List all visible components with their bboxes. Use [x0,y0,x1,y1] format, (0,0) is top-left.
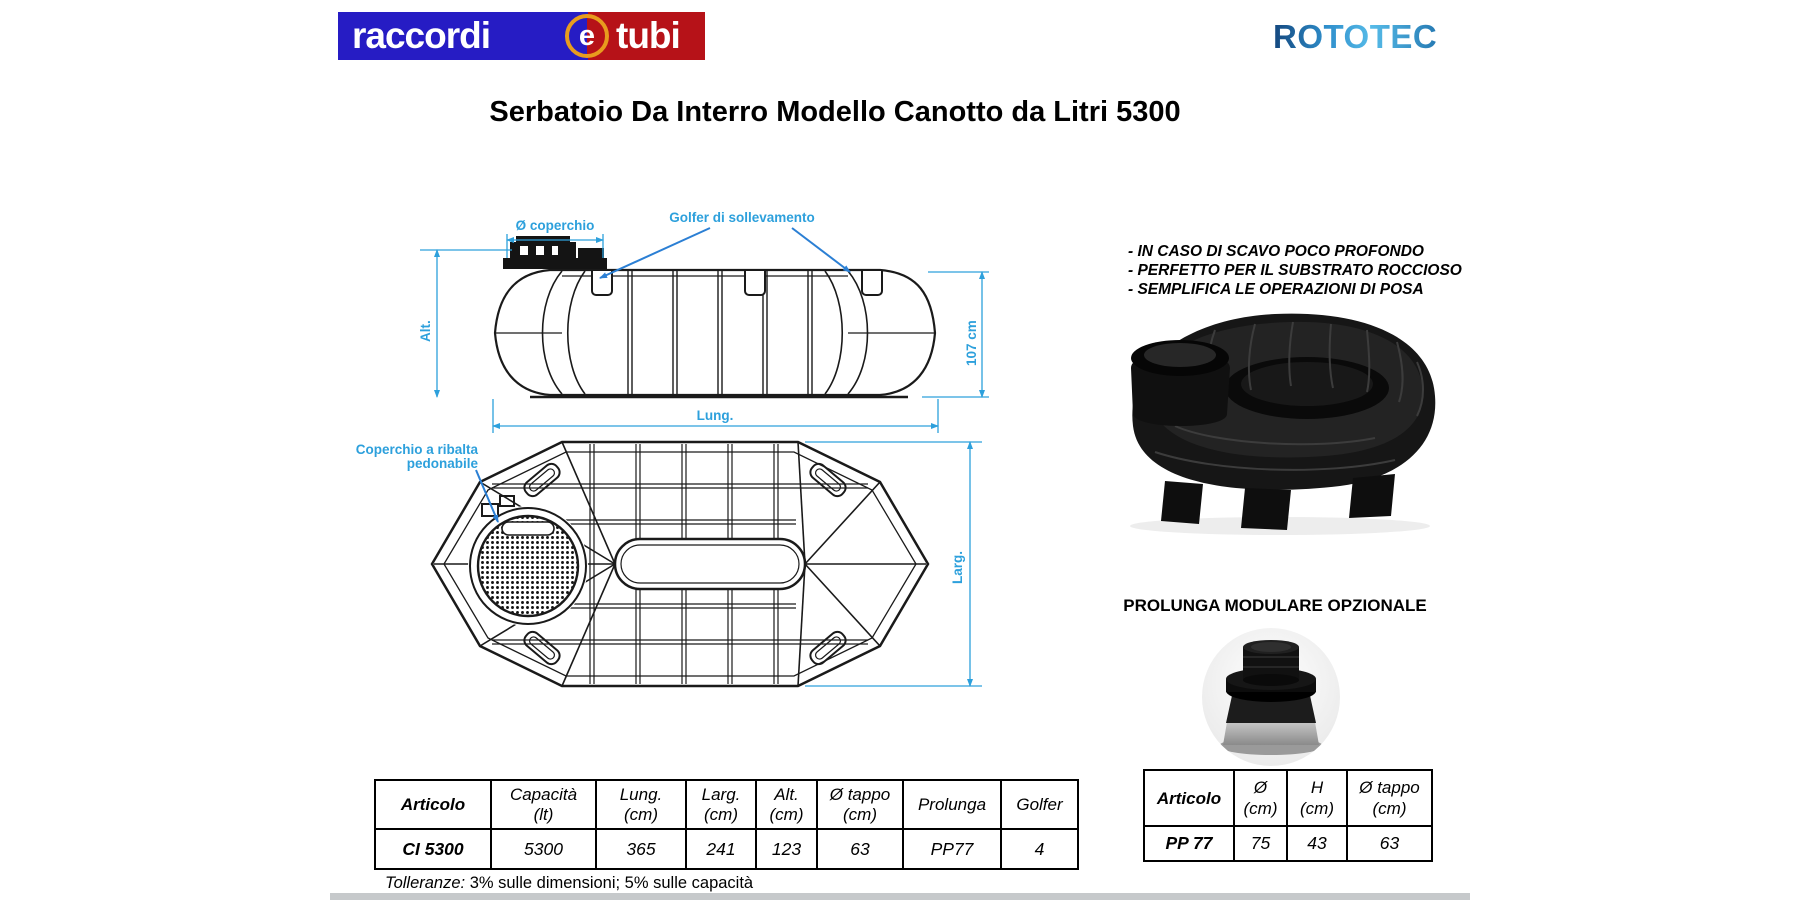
cell-tappo: 63 [817,829,903,869]
prolunga-table-data-row [1144,826,1432,861]
col-pro-h: H (cm) [1287,770,1347,826]
spec-table-header-row [375,780,1078,829]
dim-label-alt: Alt. [418,320,433,342]
col-pro-tappo: Ø tappo (cm) [1347,770,1432,826]
technical-drawing [330,170,990,700]
tolerances-label: Tolleranze: [385,874,466,892]
col-alt: Alt. (cm) [756,780,817,829]
cell-prolunga: PP77 [903,829,1001,869]
logo-text-tubi: tubi [616,15,680,56]
col-pro-diam: Ø (cm) [1234,770,1287,826]
prolunga-table [1143,769,1433,862]
spec-table-data-row [375,829,1078,869]
page-bottom-edge [330,893,1470,900]
spec-table [374,779,1079,870]
raccorditubi-logo [338,12,705,60]
logo-e-badge-icon: e [565,14,609,58]
feature-item: - IN CASO DI SCAVO POCO PROFONDO [1128,243,1424,260]
cell-pro-tappo: 63 [1347,826,1432,861]
cell-pro-diam: 75 [1234,826,1287,861]
logo-text-raccordi: raccordi [352,15,491,56]
feature-item: - SEMPLIFICA LE OPERAZIONI DI POSA [1128,281,1424,298]
dim-label-107cm: 107 cm [964,320,979,366]
product-photo [1095,276,1455,548]
col-capacita: Capacità (lt) [491,780,596,829]
dim-label-lung: Lung. [696,408,734,423]
label-walkable-lid-1: Coperchio a ribalta [355,442,478,457]
cell-alt: 123 [756,829,817,869]
cell-capacita: 5300 [491,829,596,869]
rototec-logo: ROTOTEC [1273,18,1453,56]
col-larg: Larg. (cm) [686,780,756,829]
cell-golfer: 4 [1001,829,1078,869]
cell-lung: 365 [596,829,686,869]
prolunga-photo [1201,627,1341,767]
tolerances-text: 3% sulle dimensioni; 5% sulle capacità [465,874,754,892]
prolunga-title: PROLUNGA MODULARE OPZIONALE [1123,596,1427,615]
dim-label-lid-diameter: Ø coperchio [515,218,595,233]
feature-item: - PERFETTO PER IL SUBSTRATO ROCCIOSO [1128,262,1462,279]
col-golfer: Golfer [1001,780,1078,829]
page-title: Serbatoio Da Interro Modello Canotto da Litri 5300 [489,96,1181,128]
dim-label-larg: Larg. [950,550,965,584]
logo-blue-panel [338,12,588,60]
lid-shape [503,236,607,269]
col-articolo: Articolo [375,780,491,829]
prolunga-table-header-row [1144,770,1432,826]
dim-label-lifting: Golfer di sollevamento [669,210,815,225]
tolerances-note [385,874,753,893]
col-prolunga: Prolunga [903,780,1001,829]
cell-pro-h: 43 [1287,826,1347,861]
col-lung: Lung. (cm) [596,780,686,829]
cell-larg: 241 [686,829,756,869]
label-walkable-lid-2: pedonabile [406,456,478,471]
cell-articolo: CI 5300 [375,829,491,869]
side-view [495,236,935,397]
top-view [432,442,928,686]
col-tappo: Ø tappo (cm) [817,780,903,829]
col-pro-articolo: Articolo [1144,770,1234,826]
cell-pro-articolo: PP 77 [1144,826,1234,861]
